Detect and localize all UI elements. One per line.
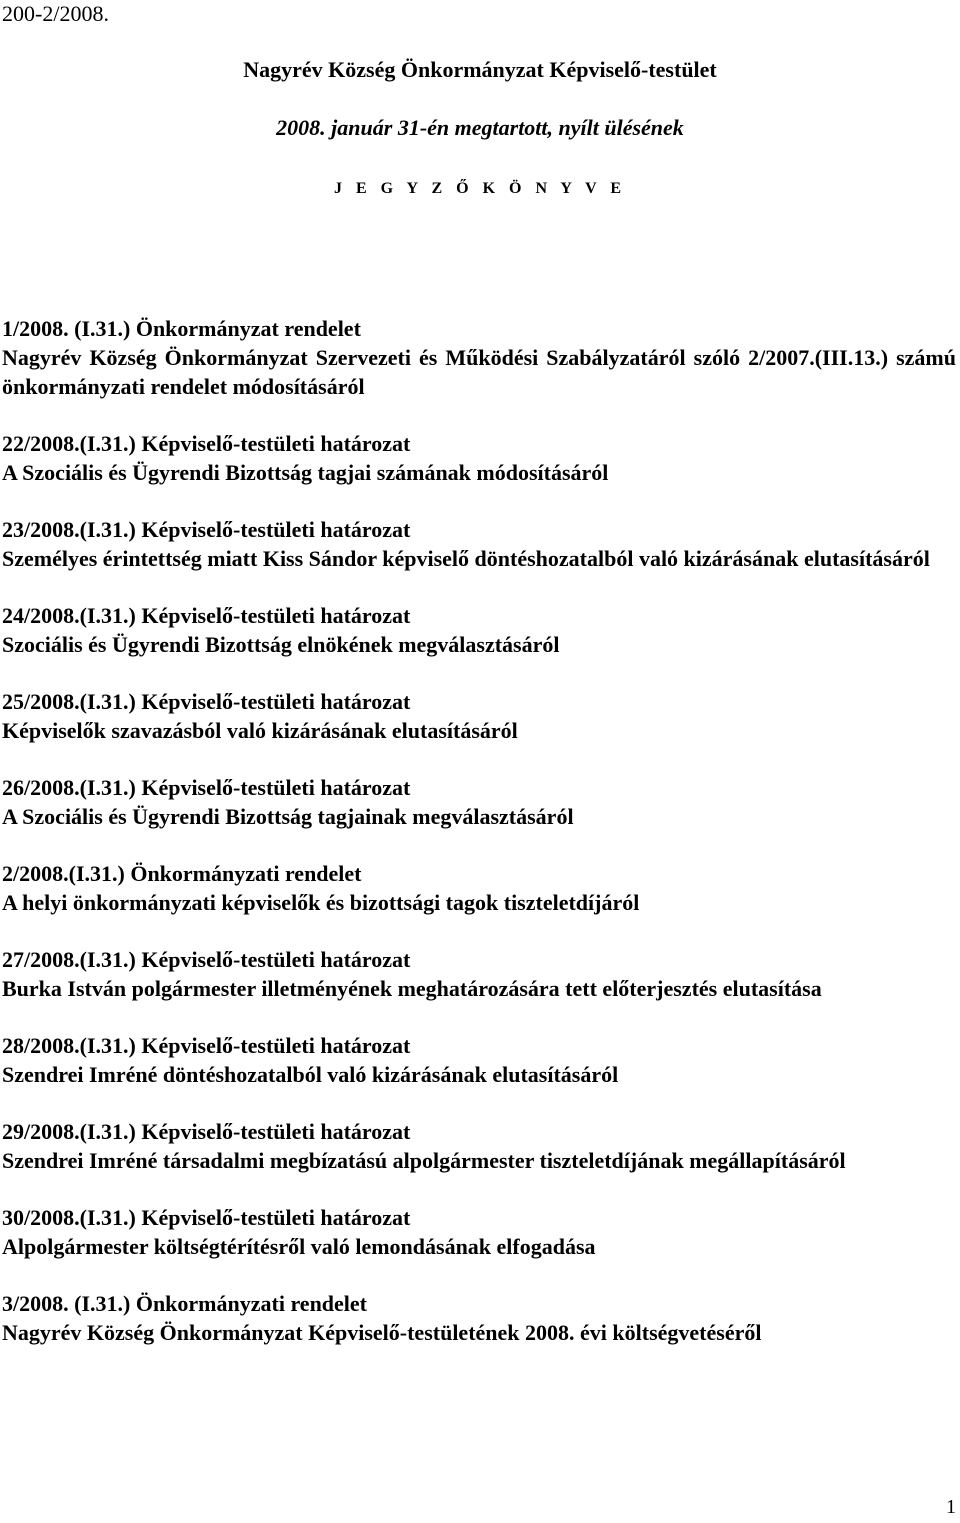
entry-description: Alpolgármester költségtérítésről való lemondásának elfogadása	[2, 1234, 596, 1259]
entry-description: Nagyrév Község Önkormányzat Szervezeti és Működési Szabályzatáról szóló 2/2007.(III.13.) számú önkormányzati rendelet módosításáról	[2, 345, 956, 399]
list-item	[2, 429, 956, 487]
entry-description: A Szociális és Ügyrendi Bizottság tagjainak megválasztásáról	[2, 804, 574, 829]
document-number: 200-2/2008.	[2, 1, 109, 26]
entry-reference: 29/2008.(I.31.) Képviselő-testületi határozat	[2, 1119, 411, 1144]
entry-description: Szendrei Imréné társadalmi megbízatású alpolgármester tiszteletdíjának megállapításáról	[2, 1148, 846, 1173]
list-item	[2, 1031, 956, 1089]
entry-description: A Szociális és Ügyrendi Bizottság tagjai számának módosításáról	[2, 460, 609, 485]
entry-reference: 23/2008.(I.31.) Képviselő-testületi határozat	[2, 517, 411, 542]
list-item	[2, 687, 956, 745]
entry-reference: 27/2008.(I.31.) Képviselő-testületi határozat	[2, 947, 411, 972]
entry-description: Burka István polgármester illetményének meghatározására tett előterjesztés elutasítása	[2, 976, 822, 1001]
list-item	[2, 1289, 956, 1347]
entry-reference: 25/2008.(I.31.) Képviselő-testületi határozat	[2, 689, 411, 714]
document-title: Nagyrév Község Önkormányzat Képviselő-testület	[243, 57, 717, 82]
entry-description: Személyes érintettség miatt Kiss Sándor képviselő döntéshozatalból való kizárásának elutasításáról	[2, 546, 930, 571]
page-number: 1	[946, 1496, 956, 1518]
list-item	[2, 1203, 956, 1261]
entry-reference: 3/2008. (I.31.) Önkormányzati rendelet	[2, 1291, 368, 1316]
entry-reference: 1/2008. (I.31.) Önkormányzat rendelet	[2, 316, 361, 341]
list-item	[2, 859, 956, 917]
list-item	[2, 515, 956, 573]
entry-reference: 24/2008.(I.31.) Képviselő-testületi határozat	[2, 603, 411, 628]
list-item	[2, 945, 956, 1003]
list-item	[2, 314, 956, 401]
list-item	[2, 773, 956, 831]
list-item	[2, 1117, 956, 1175]
document-subtitle: 2008. január 31-én megtartott, nyílt ülésének	[276, 115, 684, 140]
entry-description: Szendrei Imréné döntéshozatalból való kizárásának elutasításáról	[2, 1062, 619, 1087]
entry-reference: 28/2008.(I.31.) Képviselő-testületi határozat	[2, 1033, 411, 1058]
document-heading: J E G Y Z Ő K Ö N Y V E	[333, 180, 627, 197]
entry-reference: 26/2008.(I.31.) Képviselő-testületi határozat	[2, 775, 411, 800]
list-item	[2, 601, 956, 659]
entry-reference: 30/2008.(I.31.) Képviselő-testületi határozat	[2, 1205, 411, 1230]
entry-description: A helyi önkormányzati képviselők és bizottsági tagok tiszteletdíjáról	[2, 890, 640, 915]
entry-reference: 2/2008.(I.31.) Önkormányzati rendelet	[2, 861, 362, 886]
entry-description: Nagyrév Község Önkormányzat Képviselő-testületének 2008. évi költségvetéséről	[2, 1320, 762, 1345]
entry-description: Szociális és Ügyrendi Bizottság elnökének megválasztásáról	[2, 632, 560, 657]
entry-reference: 22/2008.(I.31.) Képviselő-testületi határozat	[2, 431, 411, 456]
resolution-list	[2, 314, 956, 1375]
entry-description: Képviselők szavazásból való kizárásának elutasításáról	[2, 718, 518, 743]
